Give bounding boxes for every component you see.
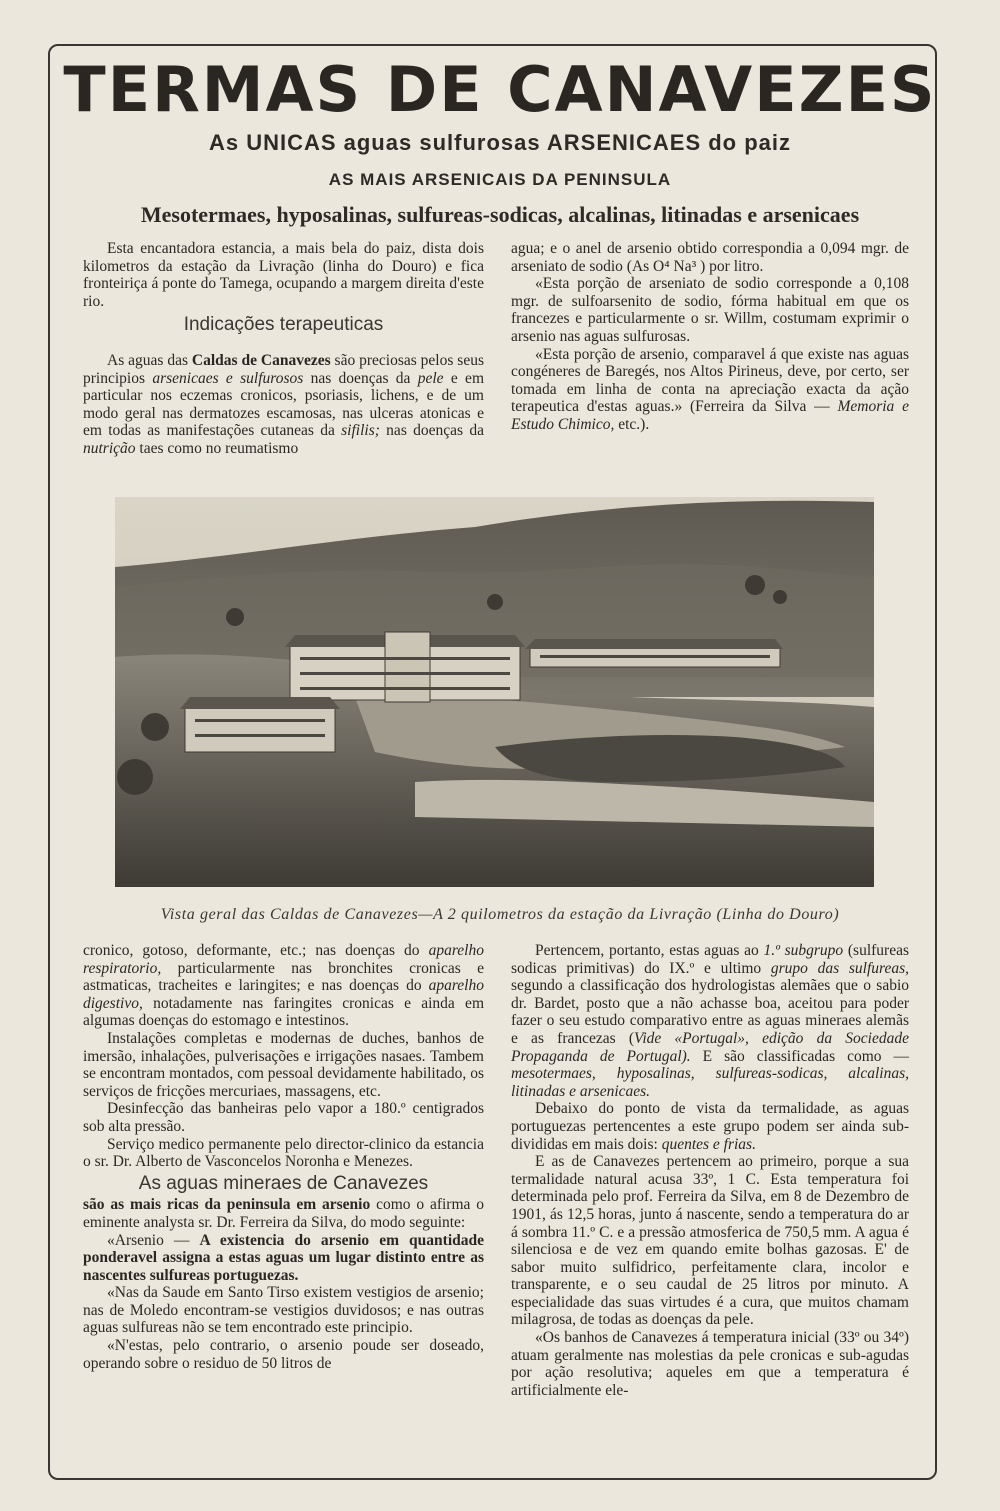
right-top-column [511,240,909,434]
arsenio-paragraph-2: «Esta porção de arseniato de sodio corresponde a 0,108 mgr. de sulfoarsenito de sodio, fórma habitual em que os francezes e particularmente o sr. Willm, costumam exprimir o arsenio nas aguas sulfurosas. [511,275,909,345]
termas-photograph [115,497,874,887]
subtitle-mais-arsenicais: AS MAIS ARSENICAIS DA PENINSULA [328,170,672,189]
heading-aguas-mineraes: As aguas mineraes de Canavezes [138,1172,429,1194]
arsenio-quote-paragraph: «Arsenio — A existencia do arsenio em quantidade ponderavel assigna a estas aguas um lugar distinto entre as nascentes sulfureas portuguezas. [83,1231,484,1284]
banhos-paragraph: «Os banhos de Canavezes á temperatura inicial (33º ou 34º) atuam geralmente nas molestias da pele cronicas e sub-agudas por ação resolutiva; aqueles em que a temperatura é artificialmente ele- [511,1329,909,1399]
heading-indicacoes: Indicações terapeuticas [183,314,384,336]
subtitle-unicas: As UNICAS aguas sulfurosas ARSENICAES do paiz [208,130,792,155]
right-bottom-column [511,942,909,1399]
termas-landscape-image [115,497,874,887]
doencas-paragraph: cronico, gotoso, deformante, etc.; nas doenças do aparelho respiratorio, particularmente nas bronchites cronicas e astmaticas, tracheites e laringites; e nas doenças do aparelho digestivo, notadamente nas faringites cronicas e ainda em algumas doenças do estomago e intestinos. [83,942,484,1030]
saude-paragraph: «Nas da Saude em Santo Tirso existem vestigios de arsenio; nas de Moledo encontram-se vestigios duvidosos; e nas outras aguas sulfureas não se tem encontrado este principio. [83,1284,484,1337]
indicacoes-paragraph: As aguas das Caldas de Canavezes são preciosas pelos seus principios arsenicaes e sulfurosos nas doenças da pele e em particular nos eczemas cronicos, psoriasis, lichens, e de um modo geral nas dermatozes escamosas, nas ulceras atonicas e em todas as manifestações cutaneas da sifilis; nas doenças da nutrição taes como no reumatismo [83,351,485,457]
termalidade-paragraph: Debaixo do ponto de vista da termalidade, as aguas portuguezas pertencentes a este grupo podem ser ainda sub-divididas em mais dois: quentes e frias. [511,1100,909,1153]
photo-caption: Vista geral das Caldas de Canavezes—A 2 quilometros da estação da Livração (Linha do Douro) [160,906,840,923]
servico-medico-paragraph: Serviço medico permanente pelo director-clinico da estancia o sr. Dr. Alberto de Vasconcelos Noronha e Menezes. [83,1135,484,1171]
dosagem-paragraph: «N'estas, pelo contrario, o arsenio poude ser doseado, operando sobre o residuo de 50 litros de [83,1337,484,1372]
mais-ricas-paragraph: são as mais ricas da peninsula em arsenio como o afirma o eminente analysta sr. Dr. Ferreira da Silva, do modo seguinte: [83,1196,484,1231]
left-top-column [83,240,484,458]
desinfeccao-paragraph: Desinfecção das banheiras pelo vapor a 180.º centigrados sob alta pressão. [83,1100,484,1135]
instalacoes-paragraph: Instalações completas e modernas de duches, banhos de imersão, inhalações, pulverisações e irrigações nasaes. Tambem se encontram montados, com pessoal devidamente habilitado, os serviços de fricções mercuriaes, massagens, etc. [83,1029,484,1100]
intro-paragraph: Esta encantadora estancia, a mais bela do paiz, dista dois kilometros da estação da Livração (linha do Douro) e fica fronteiriça á ponte do Tamega, ocupando a margem direita d'este rio. [83,240,484,310]
page-title: TERMAS DE CANAVEZES [63,53,937,126]
temperatura-paragraph: E as de Canavezes pertencem ao primeiro, porque a sua termalidade natural acusa 33º, 1 C. Esta temperatura foi determinada pelo prof. Ferreira da Silva, em 8 de Dezembro de 1901, ás 12,5 horas, junto á nascente, sendo a temperatura do ar á sombra 11.º C. e a pressão atmosferica de 750,5 mm. A agua é silenciosa e de vez em quando emite bolhas gazosas. E' de sabor muito sulfidrico, perfeitamente clara, incolor e transparente, e o seu caudal de 25 litros por minuto. A especialidade das suas virtudes é a cura, que muitos chamam milagrosa, de todas as doenças da pele. [511,1153,909,1329]
arsenio-paragraph-3: «Esta porção de arsenio, comparavel á que existe nas aguas congéneres de Baregés, nos Altos Pirineus, deve, por certo, ser tomada em linha de conta na apreciação exacta da ação terapeutica d'estas aguas.» (Ferreira da Silva — Memoria e Estudo Chimico, etc.). [511,345,910,433]
left-bottom-column [83,942,484,1372]
subgrupo-paragraph: Pertencem, portanto, estas aguas ao 1.º subgrupo (sulfureas sodicas primitivas) do IX.º e ultimo grupo das sulfureas, segundo a classificação dos hydrologistas alemães que o sabio dr. Bardet, posto que a não achasse boa, aceitou para poder fazer o seu estudo comparativo entre as aguas mineraes alemãs e as francezas (Vide «Portugal», edição da Sociedade Propaganda de Portugal). E são classificadas como — mesotermaes, hyposalinas, sulfureas-sodicas, alcalinas, litinadas e arsenicaes. [511,942,910,1100]
subtitle-properties: Mesotermaes, hyposalinas, sulfureas-sodicas, alcalinas, litinadas e arsenicaes [140,202,860,227]
arsenio-paragraph-1: agua; e o anel de arsenio obtido correspondia a 0,094 mgr. de arseniato de sodio (As O⁴ Na³ ) por litro. [511,240,909,275]
